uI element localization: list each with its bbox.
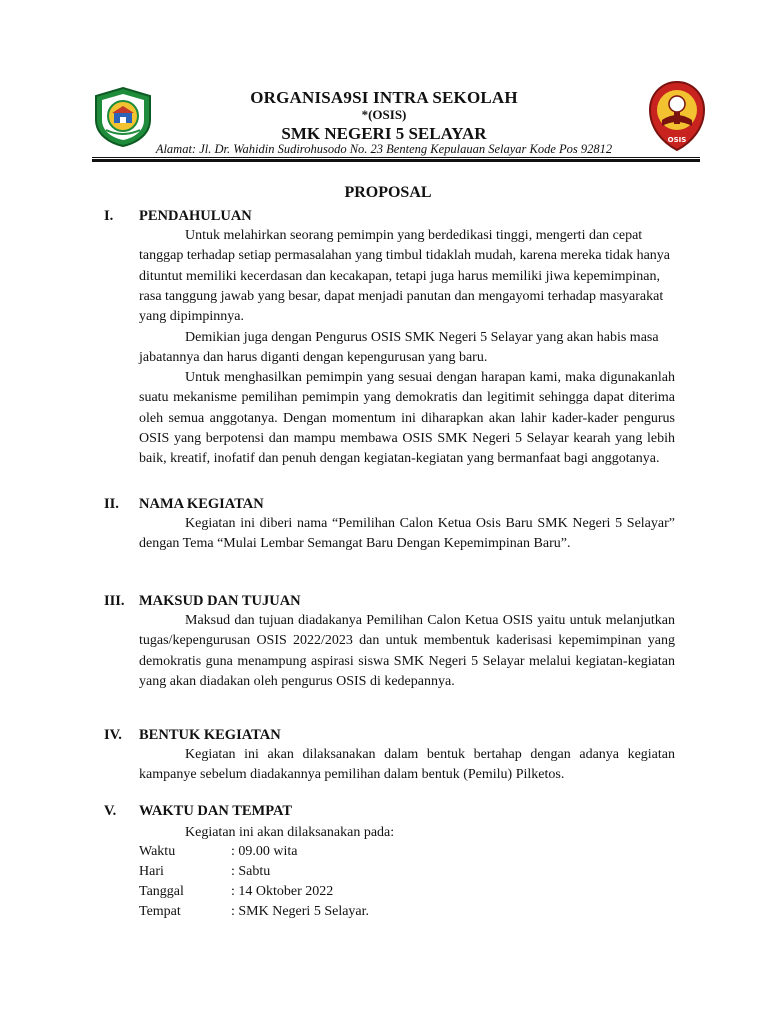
detail-label-hari: Hari	[139, 864, 164, 879]
section-number: IV.	[104, 727, 122, 743]
organization-subtitle: *(OSIS)	[361, 107, 407, 122]
section-number: III.	[104, 593, 125, 609]
letterhead-divider-thick	[92, 159, 700, 162]
detail-value-tempat: : SMK Negeri 5 Selayar.	[231, 904, 370, 919]
school-address: Alamat: Jl. Dr. Wahidin Sudirohusodo No. 23 Benteng Kepulauan Selayar Kode Pos 92812	[155, 142, 613, 156]
detail-value-waktu: : 09.00 wita	[231, 844, 298, 859]
osis-logo-text: OSIS	[667, 136, 687, 144]
section-title: WAKTU DAN TEMPAT	[139, 803, 293, 819]
section-number: V.	[104, 803, 117, 819]
organization-name: ORGANISA9SI INTRA SEKOLAH	[250, 88, 518, 107]
paragraph: Kegiatan ini akan dilaksanakan dalam bentuk bertahap dengan adanya kegiatan kampanye sebelum diadakannya pemilihan dalam bentuk (Pemilu) Pilketos.	[139, 747, 675, 783]
section-number: I.	[104, 208, 114, 224]
paragraph: Maksud dan tujuan diadakanya Pemilihan Calon Ketua OSIS yaitu untuk melanjutkan tugas/kepengurusan OSIS 2022/2023 dan untuk membentuk kaderisasi kepemimpinan yang demokratis guna menampung aspirasi siswa SMK Negeri 5 Selayar melalui kegiatan-kegiatan yang akan diadakan oleh pengurus OSIS di kedepannya.	[139, 613, 675, 689]
paragraph: Untuk menghasilkan pemimpin yang sesuai dengan harapan kami, maka digunakanlah suatu mekanisme pemilihan pemimpin yang demokratis dan legitimit sehingga dapat diterima oleh semua anggotanya. Dengan momentum ini diharapkan akan lahir kader-kader pengurus OSIS yang berpotensi dan mampu membawa OSIS SMK Negeri 5 Selayar kearah yang lebih baik, kreatif, inofatif dan penuh dengan kegiatan-kegiatan yang bermanfaat bagi anggotanya.	[139, 370, 675, 467]
detail-value-hari: : Sabtu	[231, 864, 271, 879]
detail-value-tanggal: : 14 Oktober 2022	[231, 884, 334, 899]
section-number: II.	[104, 496, 119, 512]
school-logo-icon	[92, 86, 154, 148]
section-title: NAMA KEGIATAN	[139, 496, 264, 512]
letterhead-divider-thin	[92, 157, 700, 158]
detail-label-tempat: Tempat	[139, 904, 181, 919]
paragraph: Kegiatan ini diberi nama “Pemilihan Calon Ketua Osis Baru SMK Negeri 5 Selayar” dengan Tema “Mulai Lembar Semangat Baru Dengan Kepemimpinan Baru”.	[139, 516, 675, 552]
detail-label-waktu: Waktu	[139, 844, 176, 859]
document-title: PROPOSAL	[344, 184, 432, 201]
section-title: MAKSUD DAN TUJUAN	[139, 593, 301, 609]
paragraph: Untuk melahirkan seorang pemimpin yang berdedikasi tinggi, mengerti dan cepat tanggap terhadap setiap permasalahan yang timbul tidaklah mudah, karena mereka tidak hanya dituntut memiliki kecerdasan dan kecakapan, tetapi juga harus memiliki jiwa kepemimpinan, rasa tanggung jawab yang besar, dapat menjadi panutan dan mengayomi terhadap masyarakat yang dipimpinnya.	[139, 228, 671, 325]
section-title: BENTUK KEGIATAN	[139, 727, 281, 743]
paragraph: Kegiatan ini akan dilaksanakan pada:	[185, 825, 395, 840]
section-title: PENDAHULUAN	[139, 208, 252, 224]
school-name: SMK NEGERI 5 SELAYAR	[281, 124, 487, 143]
paragraph: Demikian juga dengan Pengurus OSIS SMK Negeri 5 Selayar yang akan habis masa jabatannya dan harus diganti dengan kepengurusan yang baru.	[139, 330, 659, 366]
detail-label-tanggal: Tanggal	[139, 884, 184, 899]
